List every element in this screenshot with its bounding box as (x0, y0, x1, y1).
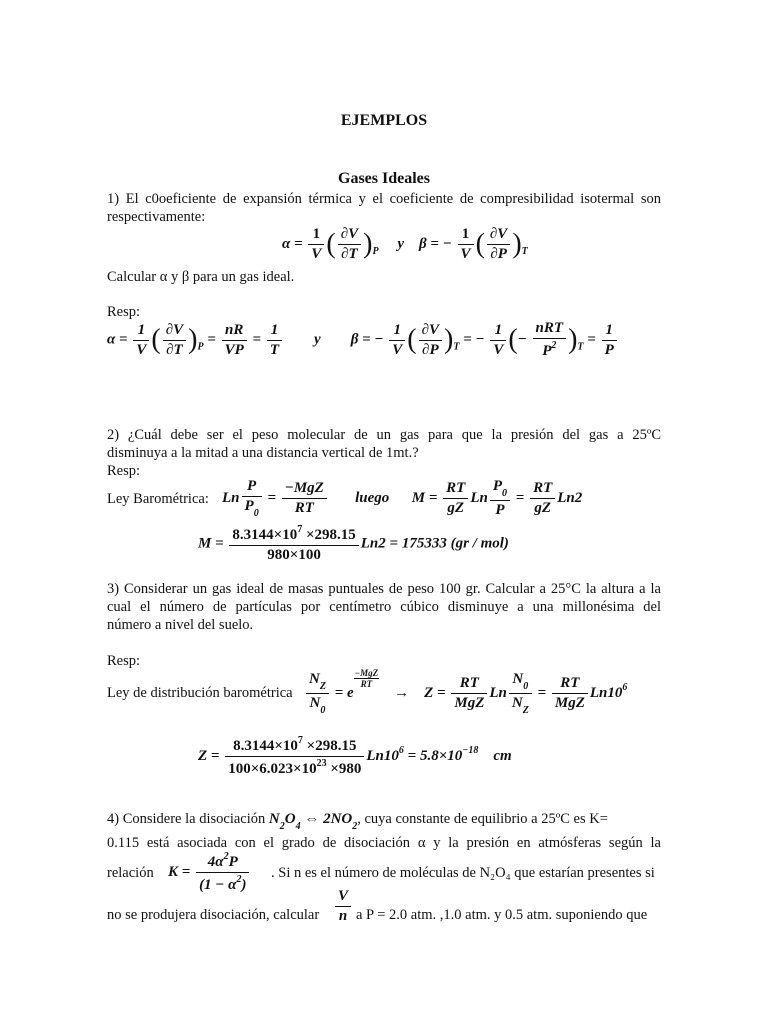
problem-1-question: Calcular α y β para un gas ideal. (107, 269, 295, 285)
problem-1-line-1: 1) El c0oeficiente de expansión térmica y el coeficiente de compresibilidad isotermal son (107, 191, 661, 207)
equation-dissociation: $N_2O_4$ ⇔ $2NO_2$ (268, 811, 358, 832)
equation-barometric-distribution: $\frac{N_Z}{N_0}$ = e $\frac{\text{−MgZ}}{RT}$ → Z = $\frac{RT}{\text{MgZ}}$ Ln $\frac{N_0}{N_Z}$ = $\frac{RT}{\text{MgZ}}$ $Ln10^6$ (304, 668, 627, 716)
barometric-distribution-label: Ley de distribución barométrica (107, 685, 293, 701)
equation-alpha-beta-definition: α = $\frac{1}{V}$ ( $\frac{\partial V}{\partial T}$ )$_P$ y β = − $\frac{1}{V}$ ( $\frac{\partial V}{\partial P}$ )$_T$ (282, 226, 528, 262)
equation-height-result: Z = $\frac{8.3144\times 10^7 \times 298.15}{100\times 6.023\times 10^{23} \times 980}$ $Ln10^6 = 5.8\times 10^{-18}$ cm (198, 735, 512, 777)
luego-word: luego (355, 489, 390, 506)
problem-3-resp-label: Resp: (107, 653, 141, 669)
barometric-law-label: Ley Barométrica: (107, 491, 209, 507)
problem-2-line-2: disminuya a la mitad a una distancia vertical de 1mt.? (107, 445, 419, 461)
problem-1-line-2: respectivamente: (107, 209, 206, 225)
problem-3-line-1: 3) Considerar un gas ideal de masas puntuales de peso 100 gr. Calcular a 25°C la altura a la (107, 581, 661, 597)
problem-1-resp-label: Resp: (107, 304, 141, 320)
equation-barometric-law: Ln $\frac{P}{P_0}$ = $\frac{\text{−MgZ}}{RT}$ luego M = $\frac{RT}{gZ}$ Ln $\frac{P_0}{P}$ = $\frac{RT}{gZ}$ Ln2 (222, 478, 583, 519)
equation-v-over-n: $\frac{V}{n}$ (333, 888, 353, 925)
problem-4-line-4-end: a P = 2.0 atm. ,1.0 atm. y 0.5 atm. suponiendo que (356, 907, 648, 923)
equation-molecular-weight-result: M = $\frac{8.3144\times 10^7 \times 298.15}{980\times 100}$ Ln2 = 175333 (gr / mol) (198, 524, 509, 563)
problem-4-line-4-start: no se produjera disociación, calcular (107, 907, 320, 923)
equation-problem-1-answer: α = $\frac{1}{V}$ ( $\frac{\partial V}{\partial T}$ )$_P$ = $\frac{nR}{VP}$ = $\frac{1}{T}$ y β = − $\frac{1}{V}$ ( $\frac{\partial V}{\partial P}$ )$_T$ = − $\frac{1}{V}$ (− $\frac{\text{nRT}}{P^2}$ )$_T$ = $\frac{1}{P}$ (107, 320, 619, 360)
problem-2-line-1: 2) ¿Cuál debe ser el peso molecular de un gas para que la presión del gas a 25ºC (107, 427, 661, 443)
problem-4-line-1-start: 4) Considere la disociación (107, 811, 266, 827)
problem-2-resp-label: Resp: (107, 463, 141, 479)
page-title: EJEMPLOS (340, 112, 428, 129)
problem-3-line-2: cual el número de partículas por centímetro cúbico disminuye a una millonésima del (107, 599, 661, 615)
problem-4-relation-word: relación (107, 865, 154, 881)
problem-4-line-1 (107, 812, 661, 832)
problem-4-line-1-end: , cuya constante de equilibrio a 25ºC es K= (357, 811, 608, 827)
problem-3-line-3: número a nivel del suelo. (107, 617, 254, 633)
section-heading: Gases Ideales (338, 170, 430, 187)
problem-4-line-3: . Si n es el número de moléculas de N₂O₄ que estarían presentes si (271, 865, 655, 881)
problem-4-line-2: 0.115 está asociada con el grado de disociación α y la presión en atmósferas según la (107, 835, 661, 851)
equation-equilibrium-constant: K = $\frac{4\alpha^2P}{(1 - \alpha^2)}$ (168, 851, 251, 894)
